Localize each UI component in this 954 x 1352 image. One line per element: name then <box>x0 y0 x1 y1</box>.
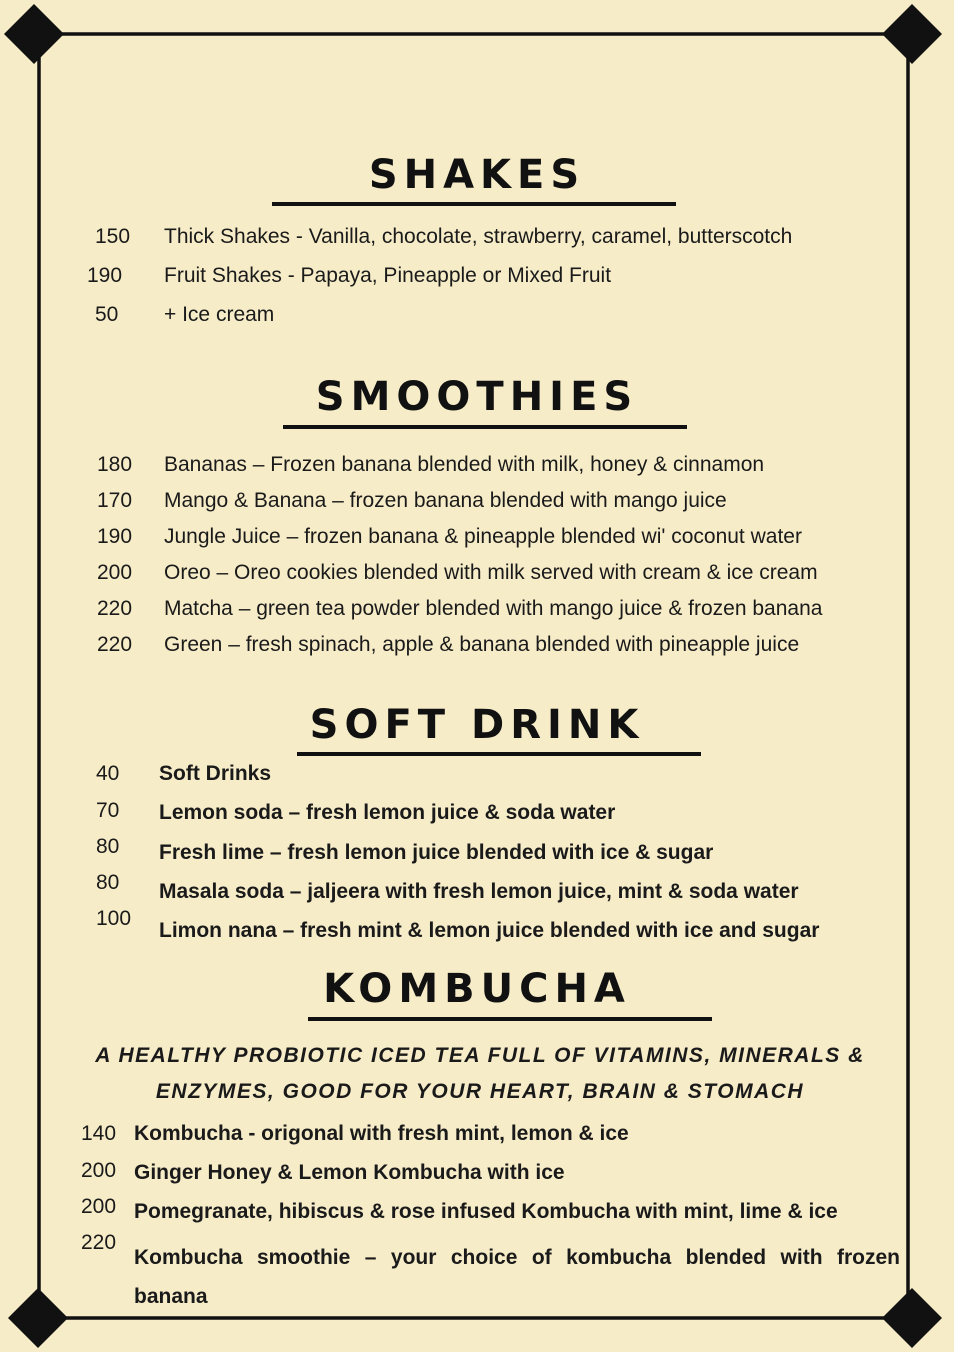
price: 180 <box>97 453 133 476</box>
corner-diamond-icon <box>882 4 942 64</box>
price: 80 <box>96 835 120 858</box>
menu-item: Matcha – green tea powder blended with mango juice & frozen banana <box>164 597 823 620</box>
price: 200 <box>81 1159 117 1182</box>
price: 170 <box>97 489 133 512</box>
section-title-kombucha: KOMBUCHA <box>323 966 631 1012</box>
menu-item: Thick Shakes - Vanilla, chocolate, strawberry, caramel, butterscotch <box>164 225 793 248</box>
section-title-shakes: SHAKES <box>368 152 586 198</box>
menu-item: Fruit Shakes - Papaya, Pineapple or Mixed Fruit <box>164 264 612 287</box>
kombucha-tagline-line2: ENZYMES, GOOD FOR YOUR HEART, BRAIN & STOMACH <box>155 1080 805 1103</box>
price: 70 <box>96 799 120 822</box>
price: 200 <box>97 561 133 584</box>
menu-item: Bananas – Frozen banana blended with milk, honey & cinnamon <box>164 453 765 476</box>
corner-diamond-icon <box>8 1288 68 1348</box>
price: 200 <box>81 1195 117 1218</box>
menu-item: Kombucha smoothie – your choice of kombucha blended with frozen banana <box>134 1246 900 1308</box>
section-divider <box>283 425 687 429</box>
price: 50 <box>95 303 119 326</box>
price: 100 <box>96 907 132 930</box>
menu-item: Masala soda – jaljeera with fresh lemon juice, mint & soda water <box>159 880 799 903</box>
price: 220 <box>97 597 133 620</box>
price: 150 <box>95 225 131 248</box>
menu-item: Jungle Juice – frozen banana & pineapple blended wi' coconut water <box>164 525 802 548</box>
menu-item: Soft Drinks <box>159 762 272 785</box>
section-title-soft-drink: SOFT DRINK <box>309 702 645 748</box>
corner-diamond-icon <box>4 4 64 64</box>
menu-item: Ginger Honey & Lemon Kombucha with ice <box>134 1161 565 1184</box>
section-divider <box>272 202 676 206</box>
section-title-smoothies: SMOOTHIES <box>315 374 639 420</box>
price: 220 <box>97 633 133 656</box>
price: 220 <box>81 1231 117 1254</box>
price: 40 <box>96 762 120 785</box>
menu-item: + Ice cream <box>164 303 275 326</box>
price: 140 <box>81 1122 117 1145</box>
menu-item: Green – fresh spinach, apple & banana blended with pineapple juice <box>164 633 800 656</box>
price: 190 <box>97 525 133 548</box>
menu-item: Limon nana – fresh mint & lemon juice blended with ice and sugar <box>159 919 820 942</box>
menu-item: Kombucha - origonal with fresh mint, lemon & ice <box>134 1122 629 1145</box>
menu-item: Lemon soda – fresh lemon juice & soda water <box>159 801 616 824</box>
price: 80 <box>96 871 120 894</box>
price: 190 <box>87 264 123 287</box>
section-divider <box>308 1017 712 1021</box>
menu-item: Oreo – Oreo cookies blended with milk served with cream & ice cream <box>164 561 818 584</box>
menu-item: Fresh lime – fresh lemon juice blended with ice & sugar <box>159 841 714 864</box>
kombucha-tagline-line1: A HEALTHY PROBIOTIC ICED TEA FULL OF VITAMINS, MINERALS & <box>95 1044 865 1067</box>
menu-item: Pomegranate, hibiscus & rose infused Kombucha with mint, lime & ice <box>134 1200 838 1223</box>
section-divider <box>297 752 701 756</box>
menu-item: Mango & Banana – frozen banana blended with mango juice <box>164 489 727 512</box>
